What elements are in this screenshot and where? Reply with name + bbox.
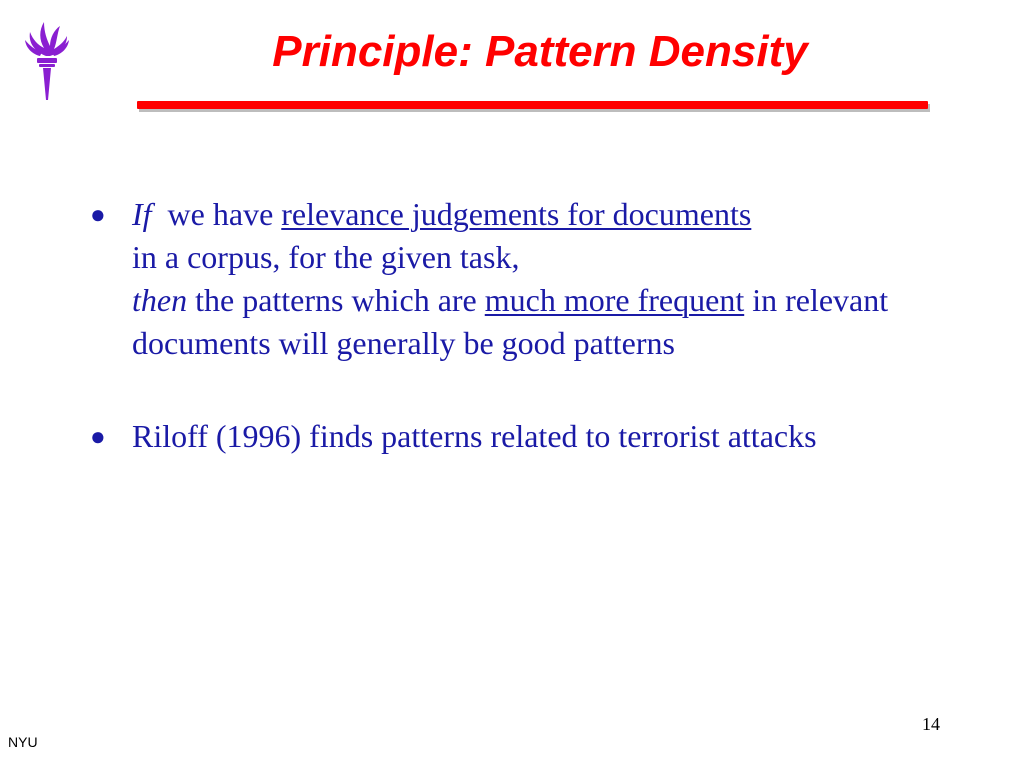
underlined-phrase: much more frequent [484,282,745,318]
bullet-text: the patterns which are [195,282,477,318]
bullet-dot-icon: ● [90,422,106,451]
bullet-text: in relevant documents will generally be good patterns [132,282,889,361]
if-word: If [132,196,152,232]
underlined-phrase: relevance judgements for documents [281,196,752,232]
bullet-text: in a corpus, for the given task, [132,239,520,275]
bullet-item-pattern-density [86,193,956,365]
footer-org-label: NYU [8,734,38,750]
then-word: then [132,282,188,318]
slide-title: Principle: Pattern Density [272,27,808,76]
page-number: 14 [922,714,940,734]
bullet-list [86,193,956,458]
torch-logo-icon [22,18,72,102]
bullet-text: we have [167,196,274,232]
title-rule [137,101,928,109]
bullet-text: Riloff (1996) finds patterns related to terrorist attacks [132,418,817,454]
bullet-item-riloff [86,415,956,458]
bullet-dot-icon: ● [90,200,106,229]
